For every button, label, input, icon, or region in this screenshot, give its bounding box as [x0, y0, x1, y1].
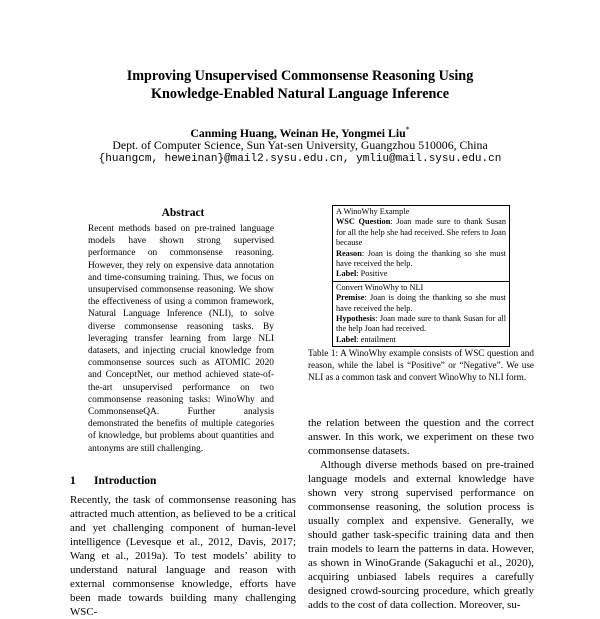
- abstract-heading: Abstract: [161, 207, 205, 219]
- author-names: Canming Huang, Weinan He, Yongmei Liu: [190, 125, 406, 140]
- wsc-question: [336, 217, 506, 248]
- label-value: : Positive: [356, 269, 388, 279]
- corresponding-author-mark: *: [405, 125, 410, 134]
- section-title: Introduction: [94, 475, 157, 487]
- nli-label-value: : entailment: [356, 334, 396, 344]
- hypothesis-text: : Joan made sure to thank Susan for all the help Joan had received.: [336, 314, 506, 334]
- premise: [336, 293, 506, 314]
- premise-label: Premise: [336, 293, 365, 303]
- table-caption: Table 1: A WinoWhy example consists of WSC question and reason, while the label is “Positive” or “Negative”. We use NLI as a common task and convert WinoWhy to NLI form.: [308, 348, 534, 382]
- reason-text: : Joan is doing the thanking so she must have received the help.: [336, 248, 506, 269]
- intro-paragraph-1: Recently, the task of commonsense reasoning has attracted much attention, as believed to be a critical and yet challenging component of human-level intelligence (Levesque et al., 2012, Davis, 2017; Wang et al., 2019a). To test models’ ability to understand natural language and reason with external commonsense knowledge, efforts have been made towards building many challenging WSC-: [70, 494, 296, 618]
- author-emails: {huangcm, heweinan}@mail2.sysu.edu.cn, ymliu@mail.sysu.edu.cn: [98, 153, 502, 165]
- example-label: [336, 269, 506, 279]
- intro-column-right: [308, 416, 534, 612]
- title-line-1: Improving Unsupervised Commonsense Reasoning Using: [126, 68, 474, 84]
- premise-text: : Joan is doing the thanking so she must have received the help.: [336, 293, 506, 313]
- wsc-question-text: : Joan made sure to thank Susan for all the help she had received. She refers to Joan because: [336, 217, 506, 248]
- hypothesis-label: Hypothesis: [336, 314, 376, 324]
- section-number: 1: [70, 475, 76, 487]
- nli-conversion-section: [333, 281, 509, 346]
- reason-label: Reason: [336, 248, 362, 258]
- wsc-question-label: WSC Question: [336, 217, 391, 227]
- winowhy-example-section: [333, 206, 509, 281]
- paper-title: [40, 67, 560, 103]
- reason: [336, 249, 506, 270]
- intro-paragraph-2: the relation between the question and the correct answer. In this work, we experiment on these two commonsense datasets.: [308, 417, 534, 457]
- intro-column-left: [70, 493, 296, 619]
- example-title: A WinoWhy Example: [336, 207, 410, 216]
- section-heading: [70, 474, 156, 488]
- nli-label-label: Label: [336, 334, 357, 344]
- intro-paragraph-3: Although diverse methods based on pre-trained language models and external knowledge have shown very strong supervised performance on commonsense reasoning, the solution process is usually complex and expensive. Generally, we should gather task-specific training data and then train models to learn the patterns in data. However, as shown in WinoGrande (Sakaguchi et al., 2020), acquiring unbiased labels requires a carefully designed crowd-sourcing procedure, which greatly adds to the cost of data collection. Moreover, su-: [308, 459, 534, 611]
- abstract-text: Recent methods based on pre-trained language models have shown strong supervised performance on commonsense reasoning. However, they rely on expensive data annotation and time-consuming training. Thus, we focus on unsupervised commonsense reasoning. We show the effectiveness of using a common framework, Natural Language Inference (NLI), to solve diverse commonsense reasoning tasks. By leveraging transfer learning from large NLI datasets, and injecting crucial knowledge from commonsense sources such as ATOMIC 2020 and ConceptNet, our method achieved state-of-the-art unsupervised performance on two commonsense reasoning tasks: WinoWhy and CommonsenseQA. Further analysis demonstrated the benefits of multiple categories of knowledge, but problems about quantities and antonyms are still challenging.: [88, 224, 274, 454]
- affiliation: Dept. of Computer Science, Sun Yat-sen University, Guangzhou 510006, China: [112, 138, 488, 152]
- winowhy-example-table: [332, 205, 510, 347]
- title-line-2: Knowledge-Enabled Natural Language Inference: [150, 86, 450, 102]
- hypothesis: [336, 314, 506, 335]
- convert-title: Convert WinoWhy to NLI: [336, 282, 424, 292]
- label-label: Label: [336, 269, 357, 279]
- nli-label: [336, 335, 506, 345]
